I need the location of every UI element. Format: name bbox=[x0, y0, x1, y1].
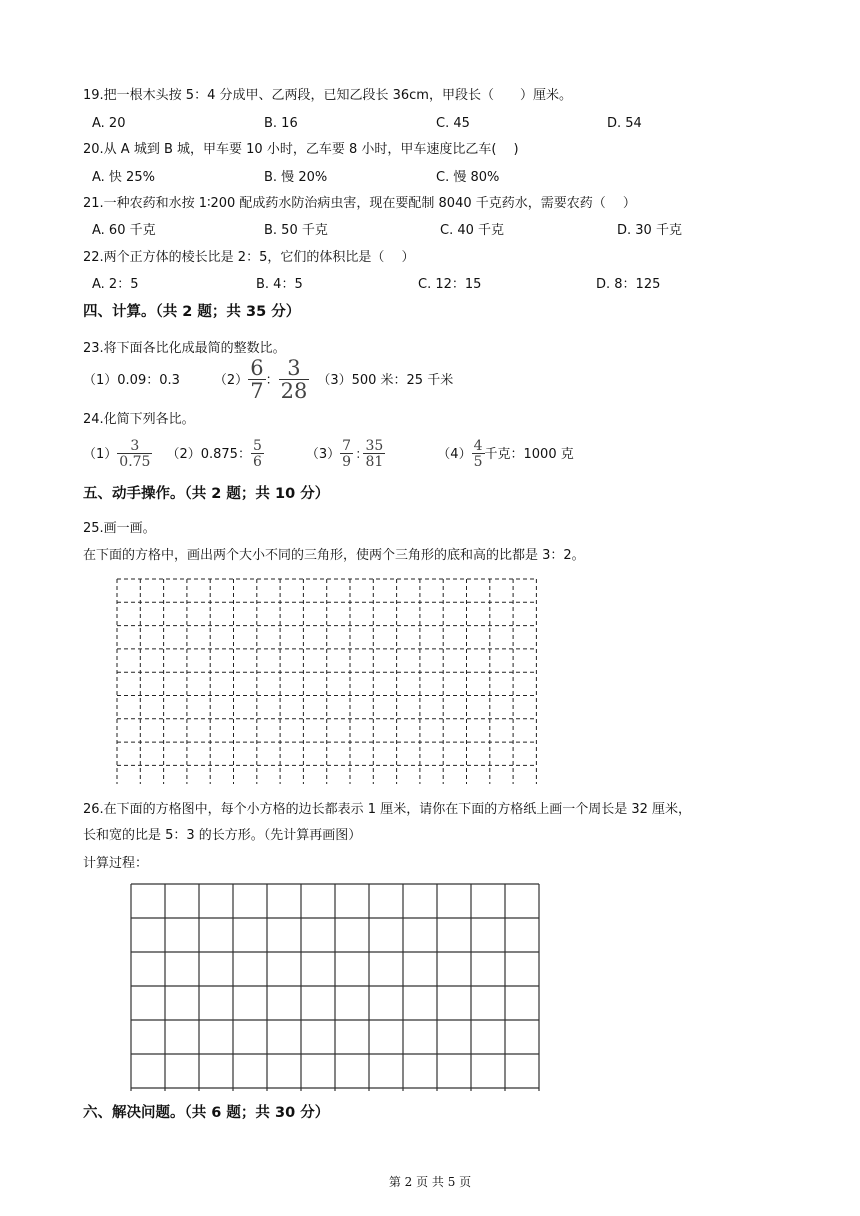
q21-option-a[interactable]: A. 60 千克 bbox=[92, 223, 156, 238]
fraction-numerator: 3 bbox=[287, 356, 301, 380]
question-19: 19.把一根木头按 5：4 分成甲、乙两段，已知乙段长 36cm，甲段长（ ）厘米。 bbox=[83, 88, 572, 103]
fraction-denominator: 6 bbox=[252, 454, 262, 470]
q20-option-b[interactable]: B. 慢 20% bbox=[264, 170, 328, 185]
fraction-numerator: 5 bbox=[252, 438, 262, 454]
q19-option-d[interactable]: D. 54 bbox=[607, 116, 642, 131]
fraction-denominator: 9 bbox=[342, 454, 352, 470]
q21-option-c[interactable]: C. 40 千克 bbox=[440, 223, 505, 238]
q22-option-c[interactable]: C. 12：15 bbox=[418, 277, 482, 292]
q23-items bbox=[83, 357, 453, 403]
section-4-title: 四、计算。（共 2 题；共 35 分） bbox=[83, 304, 301, 320]
section-6-title: 六、解决问题。（共 6 题；共 30 分） bbox=[83, 1105, 330, 1121]
ratio-separator: ： bbox=[265, 372, 279, 388]
solid-grid[interactable] bbox=[130, 883, 544, 1091]
q22-option-a[interactable]: A. 2：5 bbox=[92, 277, 139, 292]
fraction-numerator: 3 bbox=[130, 438, 140, 454]
question-26-line-2: 长和宽的比是 5：3 的长方形。（先计算再画图） bbox=[83, 828, 362, 843]
fraction-denominator: 28 bbox=[280, 379, 308, 403]
q24-part-3-label: （3） bbox=[305, 446, 341, 462]
fraction-3-0.75 bbox=[117, 439, 152, 469]
fraction-7-9 bbox=[340, 439, 353, 469]
q23-part-1: （1）0.09：0.3 bbox=[83, 372, 180, 388]
fraction-6-7 bbox=[248, 358, 265, 402]
question-22: 22.两个正方体的棱长比是 2：5，它们的体积比是（ ） bbox=[83, 250, 415, 265]
q24-part-1-label: （1） bbox=[83, 446, 118, 462]
fraction-denominator: 0.75 bbox=[119, 454, 151, 470]
dashed-grid[interactable] bbox=[116, 578, 540, 784]
page-footer: 第 2 页 共 5 页 bbox=[388, 1175, 472, 1189]
question-25-description: 在下面的方格中，画出两个大小不同的三角形，使两个三角形的底和高的比都是 3：2。 bbox=[83, 548, 585, 563]
fraction-numerator: 7 bbox=[342, 438, 352, 454]
fraction-3-28 bbox=[279, 358, 310, 402]
q19-option-c[interactable]: C. 45 bbox=[436, 116, 470, 131]
question-20: 20.从 A 城到 B 城，甲车要 10 小时，乙车要 8 小时，甲车速度比乙车( ) bbox=[83, 142, 519, 157]
question-21: 21.一种农药和水按 1∶200 配成药水防治病虫害，现在要配制 8040 千克药水，需要农药（ ） bbox=[83, 196, 636, 211]
fraction-denominator: 7 bbox=[250, 379, 264, 403]
q22-option-d[interactable]: D. 8：125 bbox=[596, 277, 661, 292]
q24-part-4-label: （4） bbox=[437, 446, 472, 462]
fraction-denominator: 5 bbox=[473, 454, 483, 470]
q20-option-c[interactable]: C. 慢 80% bbox=[436, 170, 500, 185]
question-25: 25.画一画。 bbox=[83, 521, 156, 536]
q23-part-2-label: （2） bbox=[213, 372, 249, 388]
question-24: 24.化简下列各比。 bbox=[83, 412, 195, 427]
section-5-title: 五、动手操作。（共 2 题；共 10 分） bbox=[83, 486, 330, 502]
q24-part-4-rest: 千克：1000 克 bbox=[484, 446, 574, 462]
question-23: 23.将下面各比化成最简的整数比。 bbox=[83, 341, 286, 356]
q21-option-b[interactable]: B. 50 千克 bbox=[264, 223, 328, 238]
fraction-4-5 bbox=[472, 439, 485, 469]
fraction-numerator: 4 bbox=[473, 438, 483, 454]
q19-option-b[interactable]: B. 16 bbox=[264, 116, 298, 131]
calculation-label: 计算过程： bbox=[83, 856, 149, 871]
q23-part-3: （3）500 米：25 千米 bbox=[317, 372, 454, 388]
fraction-35-81 bbox=[363, 439, 385, 469]
q20-option-a[interactable]: A. 快 25% bbox=[92, 170, 155, 185]
q22-option-b[interactable]: B. 4：5 bbox=[256, 277, 303, 292]
q19-option-a[interactable]: A. 20 bbox=[92, 116, 126, 131]
q21-option-d[interactable]: D. 30 千克 bbox=[617, 223, 682, 238]
fraction-numerator: 6 bbox=[250, 356, 264, 380]
q24-items bbox=[83, 436, 574, 472]
fraction-5-6 bbox=[251, 439, 264, 469]
q24-part-2-label: （2）0.875： bbox=[166, 446, 251, 462]
fraction-denominator: 81 bbox=[365, 454, 384, 470]
ratio-separator: : bbox=[356, 446, 361, 462]
fraction-numerator: 35 bbox=[365, 438, 384, 454]
question-26-line-1: 26.在下面的方格图中，每个小方格的边长都表示 1 厘米，请你在下面的方格纸上画一个周长是 32 厘米， bbox=[83, 802, 692, 817]
